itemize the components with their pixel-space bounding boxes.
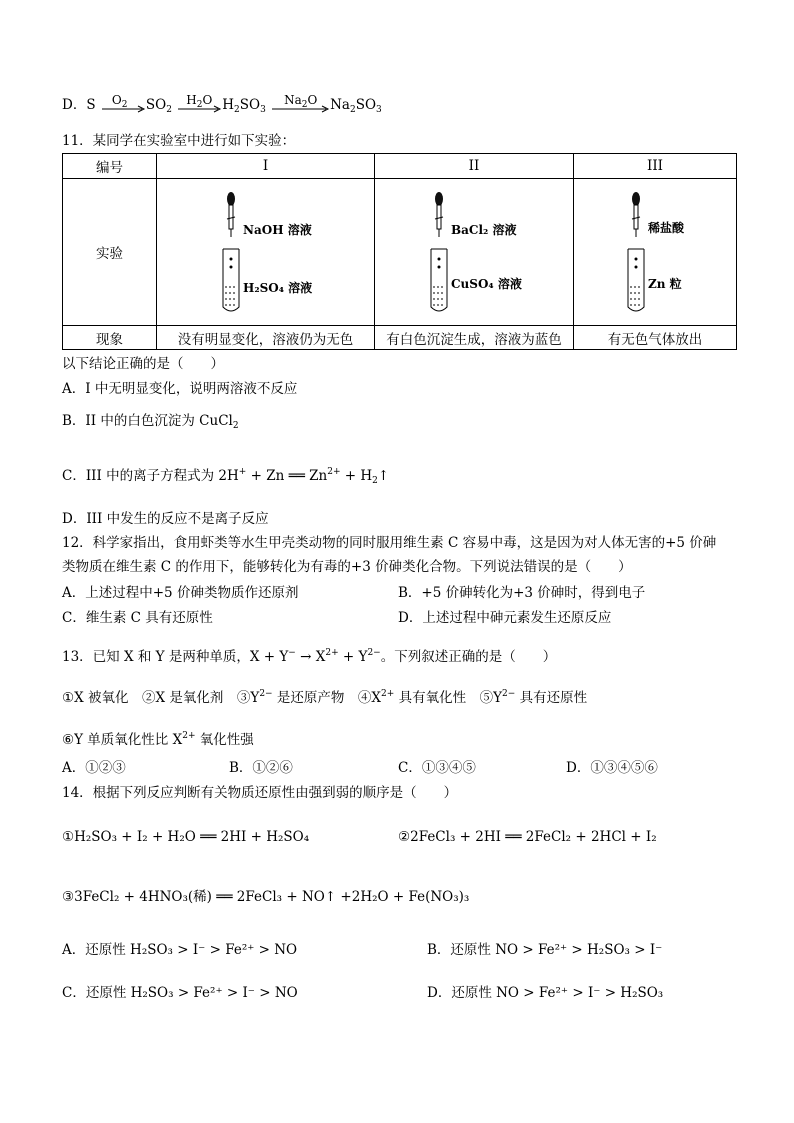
row-label-observation: 现象 bbox=[63, 326, 157, 350]
q11-option-b[interactable]: B．II 中的白色沉淀为 CuCl$_2$ bbox=[62, 413, 239, 431]
arrow-1-reagent: $O_2$ bbox=[111, 92, 128, 110]
row-label-experiment: 实验 bbox=[63, 179, 157, 326]
reaction-arrow-3 bbox=[270, 92, 330, 115]
q13-option-d[interactable]: D．①③④⑤⑥ bbox=[566, 760, 658, 776]
q10-d-label: D．S bbox=[62, 97, 96, 113]
q14-option-d[interactable]: D．还原性 NO > Fe²⁺ > I⁻ > H₂SO₃ bbox=[427, 985, 664, 1001]
exp3-reagent-bottom: Zn 粒 bbox=[648, 277, 682, 291]
q13-statements: ①X 被氧化 ②X 是氧化剂 $③Y^{2-}$ 是还原产物 $④X^{2+}$ 具有氧化性 $⑤Y^{2-}$ 具有还原性 bbox=[62, 689, 588, 706]
observation-2: 有白色沉淀生成，溶液为蓝色 bbox=[375, 326, 574, 350]
q12-stem-line-2: 类物质在维生素 C 的作用下，能够转化为有毒的+3 价砷类化合物。下列说法错误的是（ ） bbox=[62, 559, 632, 575]
q14-option-a[interactable]: A．还原性 H₂SO₃ > I⁻ > Fe²⁺ > NO bbox=[62, 942, 298, 958]
q12-option-c[interactable]: C．维生素 C 具有还原性 bbox=[62, 610, 213, 626]
q14-reaction-1: ①H₂SO₃ + I₂ + H₂O ══ 2HI + H₂SO₄ bbox=[62, 829, 310, 845]
experiment-2-cell bbox=[375, 179, 574, 326]
header-exp-3: III bbox=[574, 154, 737, 179]
q13-stem: 13．已知 X 和 Y 是两种单质，$X + Y^- \to X^{2+} + Y^{2-}$。下列叙述正确的是（ ） bbox=[62, 648, 557, 665]
arrow-3-reagent: $Na_2O$ bbox=[284, 92, 318, 110]
q11-ask: 以下结论正确的是（ ） bbox=[62, 356, 224, 372]
header-number: 编号 bbox=[63, 154, 157, 179]
exp1-reagent-bottom: H₂SO₄ 溶液 bbox=[243, 281, 313, 295]
q14-reaction-2: ②2FeCl₃ + 2HI ══ 2FeCl₂ + 2HCl + I₂ bbox=[398, 829, 657, 845]
q12-option-a[interactable]: A．上述过程中+5 价砷类物质作还原剂 bbox=[62, 585, 299, 601]
q13-statement-6: ⑥Y 单质氧化性比 $X^{2+}$ 氧化性强 bbox=[62, 731, 254, 748]
q13-option-b[interactable]: B．①②⑥ bbox=[229, 760, 293, 776]
experiment-1-cell bbox=[157, 179, 375, 326]
exp1-reagent-top: NaOH 溶液 bbox=[243, 223, 312, 237]
header-exp-2: II bbox=[375, 154, 574, 179]
q14-stem: 14．根据下列反应判断有关物质还原性由强到弱的顺序是（ ） bbox=[62, 785, 458, 801]
reaction-arrow-2 bbox=[176, 92, 222, 115]
na2so3-text: $Na_2SO_3$ bbox=[330, 97, 382, 115]
q10-option-d[interactable]: D．S $O_2$ $SO_2$ $H_2O$ $H_2SO_3$ $Na_2O$ $Na_2SO_3$ bbox=[62, 92, 382, 115]
q12-stem-line-1: 12．科学家指出，食用虾类等水生甲壳类动物的同时服用维生素 C 容易中毒，这是因为对人体无害的+5 价砷 bbox=[62, 535, 717, 551]
dropper-test-tube-icon bbox=[574, 179, 736, 325]
q11-option-a[interactable]: A．I 中无明显变化，说明两溶液不反应 bbox=[62, 381, 298, 397]
exp3-reagent-top: 稀盐酸 bbox=[648, 221, 685, 235]
exp2-reagent-top: BaCl₂ 溶液 bbox=[451, 223, 517, 237]
observation-3: 有无色气体放出 bbox=[574, 326, 737, 350]
q12-option-d[interactable]: D．上述过程中砷元素发生还原反应 bbox=[398, 610, 612, 626]
header-exp-1: I bbox=[157, 154, 375, 179]
q13-option-a[interactable]: A．①②③ bbox=[62, 760, 126, 776]
arrow-2-reagent: $H_2O$ bbox=[186, 92, 213, 110]
q13-option-c[interactable]: C．①③④⑤ bbox=[398, 760, 476, 776]
q12-option-b[interactable]: B．+5 价砷转化为+3 价砷时，得到电子 bbox=[398, 585, 646, 601]
q11-stem: 11．某同学在实验室中进行如下实验： bbox=[62, 133, 296, 149]
observation-1: 没有明显变化，溶液仍为无色 bbox=[157, 326, 375, 350]
dropper-test-tube-icon bbox=[375, 179, 573, 325]
q11-option-d[interactable]: D．III 中发生的反应不是离子反应 bbox=[62, 511, 269, 527]
q14-option-c[interactable]: C．还原性 H₂SO₃ > Fe²⁺ > I⁻ > NO bbox=[62, 985, 298, 1001]
q14-reaction-3: ③3FeCl₂ + 4HNO₃(稀) ══ 2FeCl₃ + NO↑ +2H₂O + Fe(NO₃)₃ bbox=[62, 889, 470, 905]
experiment-table bbox=[62, 153, 737, 350]
experiment-3-cell bbox=[574, 179, 737, 326]
exp2-reagent-bottom: CuSO₄ 溶液 bbox=[451, 277, 522, 291]
q11-option-c[interactable]: C．III 中的离子方程式为 2H+ + Zn ══ $Zn^{2+}$ + $H_2↑$ bbox=[62, 467, 390, 486]
q14-option-b[interactable]: B．还原性 NO > Fe²⁺ > H₂SO₃ > I⁻ bbox=[427, 942, 663, 958]
h2so3-text: $H_2SO_3$ bbox=[222, 97, 266, 115]
reaction-arrow-1 bbox=[100, 92, 146, 115]
so2-text: SO bbox=[145, 97, 167, 113]
dropper-test-tube-icon bbox=[157, 179, 374, 325]
